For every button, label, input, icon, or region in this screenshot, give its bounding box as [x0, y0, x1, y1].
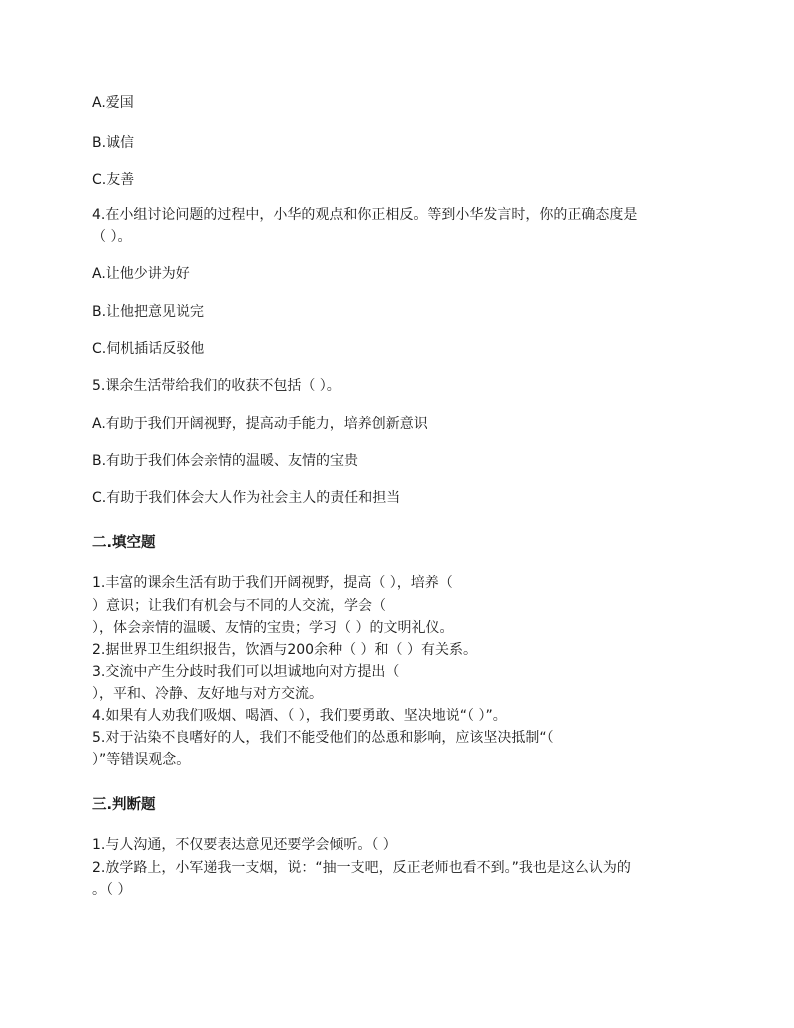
q4-option-c: C.伺机插话反驳他 — [92, 341, 205, 357]
fill-line: ）意识；让我们有机会与不同的人交流，学会（ — [92, 598, 386, 614]
q3-option-c: C.友善 — [92, 172, 135, 188]
q5-stem: 5.课余生活带给我们的收获不包括（ ）。 — [92, 378, 341, 394]
judge-line: 1.与人沟通，不仅要表达意见还要学会倾听。（ ） — [92, 837, 397, 853]
fill-line: 5.对于沾染不良嗜好的人，我们不能受他们的怂恿和影响，应该坚决抵制“（ — [92, 730, 554, 746]
judge-line: 。（ ） — [92, 882, 132, 898]
q4-stem-line1: 4.在小组讨论问题的过程中，小华的观点和你正相反。等到小华发言时，你的正确态度是 — [92, 207, 638, 223]
q5-option-a: A.有助于我们开阔视野，提高动手能力，培养创新意识 — [92, 416, 428, 432]
q4-option-a: A.让他少讲为好 — [92, 266, 190, 282]
q4-stem-line2: （ ）。 — [92, 229, 132, 245]
q5-option-c: C.有助于我们体会大人作为社会主人的责任和担当 — [92, 490, 401, 506]
q5-option-b: B.有助于我们体会亲情的温暖、友情的宝贵 — [92, 453, 359, 469]
fill-line: ），体会亲情的温暖、友情的宝贵；学习（ ）的文明礼仪。 — [92, 620, 454, 636]
q3-option-a: A.爱国 — [92, 95, 134, 111]
fill-line: 1.丰富的课余生活有助于我们开阔视野，提高（ ），培养（ — [92, 575, 453, 591]
judge-section-heading: 三.判断题 — [92, 797, 156, 813]
fill-line: ）”等错误观念。 — [92, 752, 191, 768]
fill-line: ），平和、冷静、友好地与对方交流。 — [92, 686, 323, 702]
fill-line: 2.据世界卫生组织报告，饮酒与200余种（ ）和（ ）有关系。 — [92, 642, 477, 658]
q3-option-b: B.诚信 — [92, 135, 135, 151]
judge-line: 2.放学路上，小军递我一支烟，说：“抽一支吧，反正老师也看不到。”我也是这么认为的 — [92, 860, 631, 876]
fill-line: 3.交流中产生分歧时我们可以坦诚地向对方提出（ — [92, 664, 400, 680]
q4-option-b: B.让他把意见说完 — [92, 304, 205, 320]
fill-section-heading: 二.填空题 — [92, 535, 156, 551]
fill-line: 4.如果有人劝我们吸烟、喝酒、（ ），我们要勇敢、坚决地说“（ ）”。 — [92, 708, 507, 724]
